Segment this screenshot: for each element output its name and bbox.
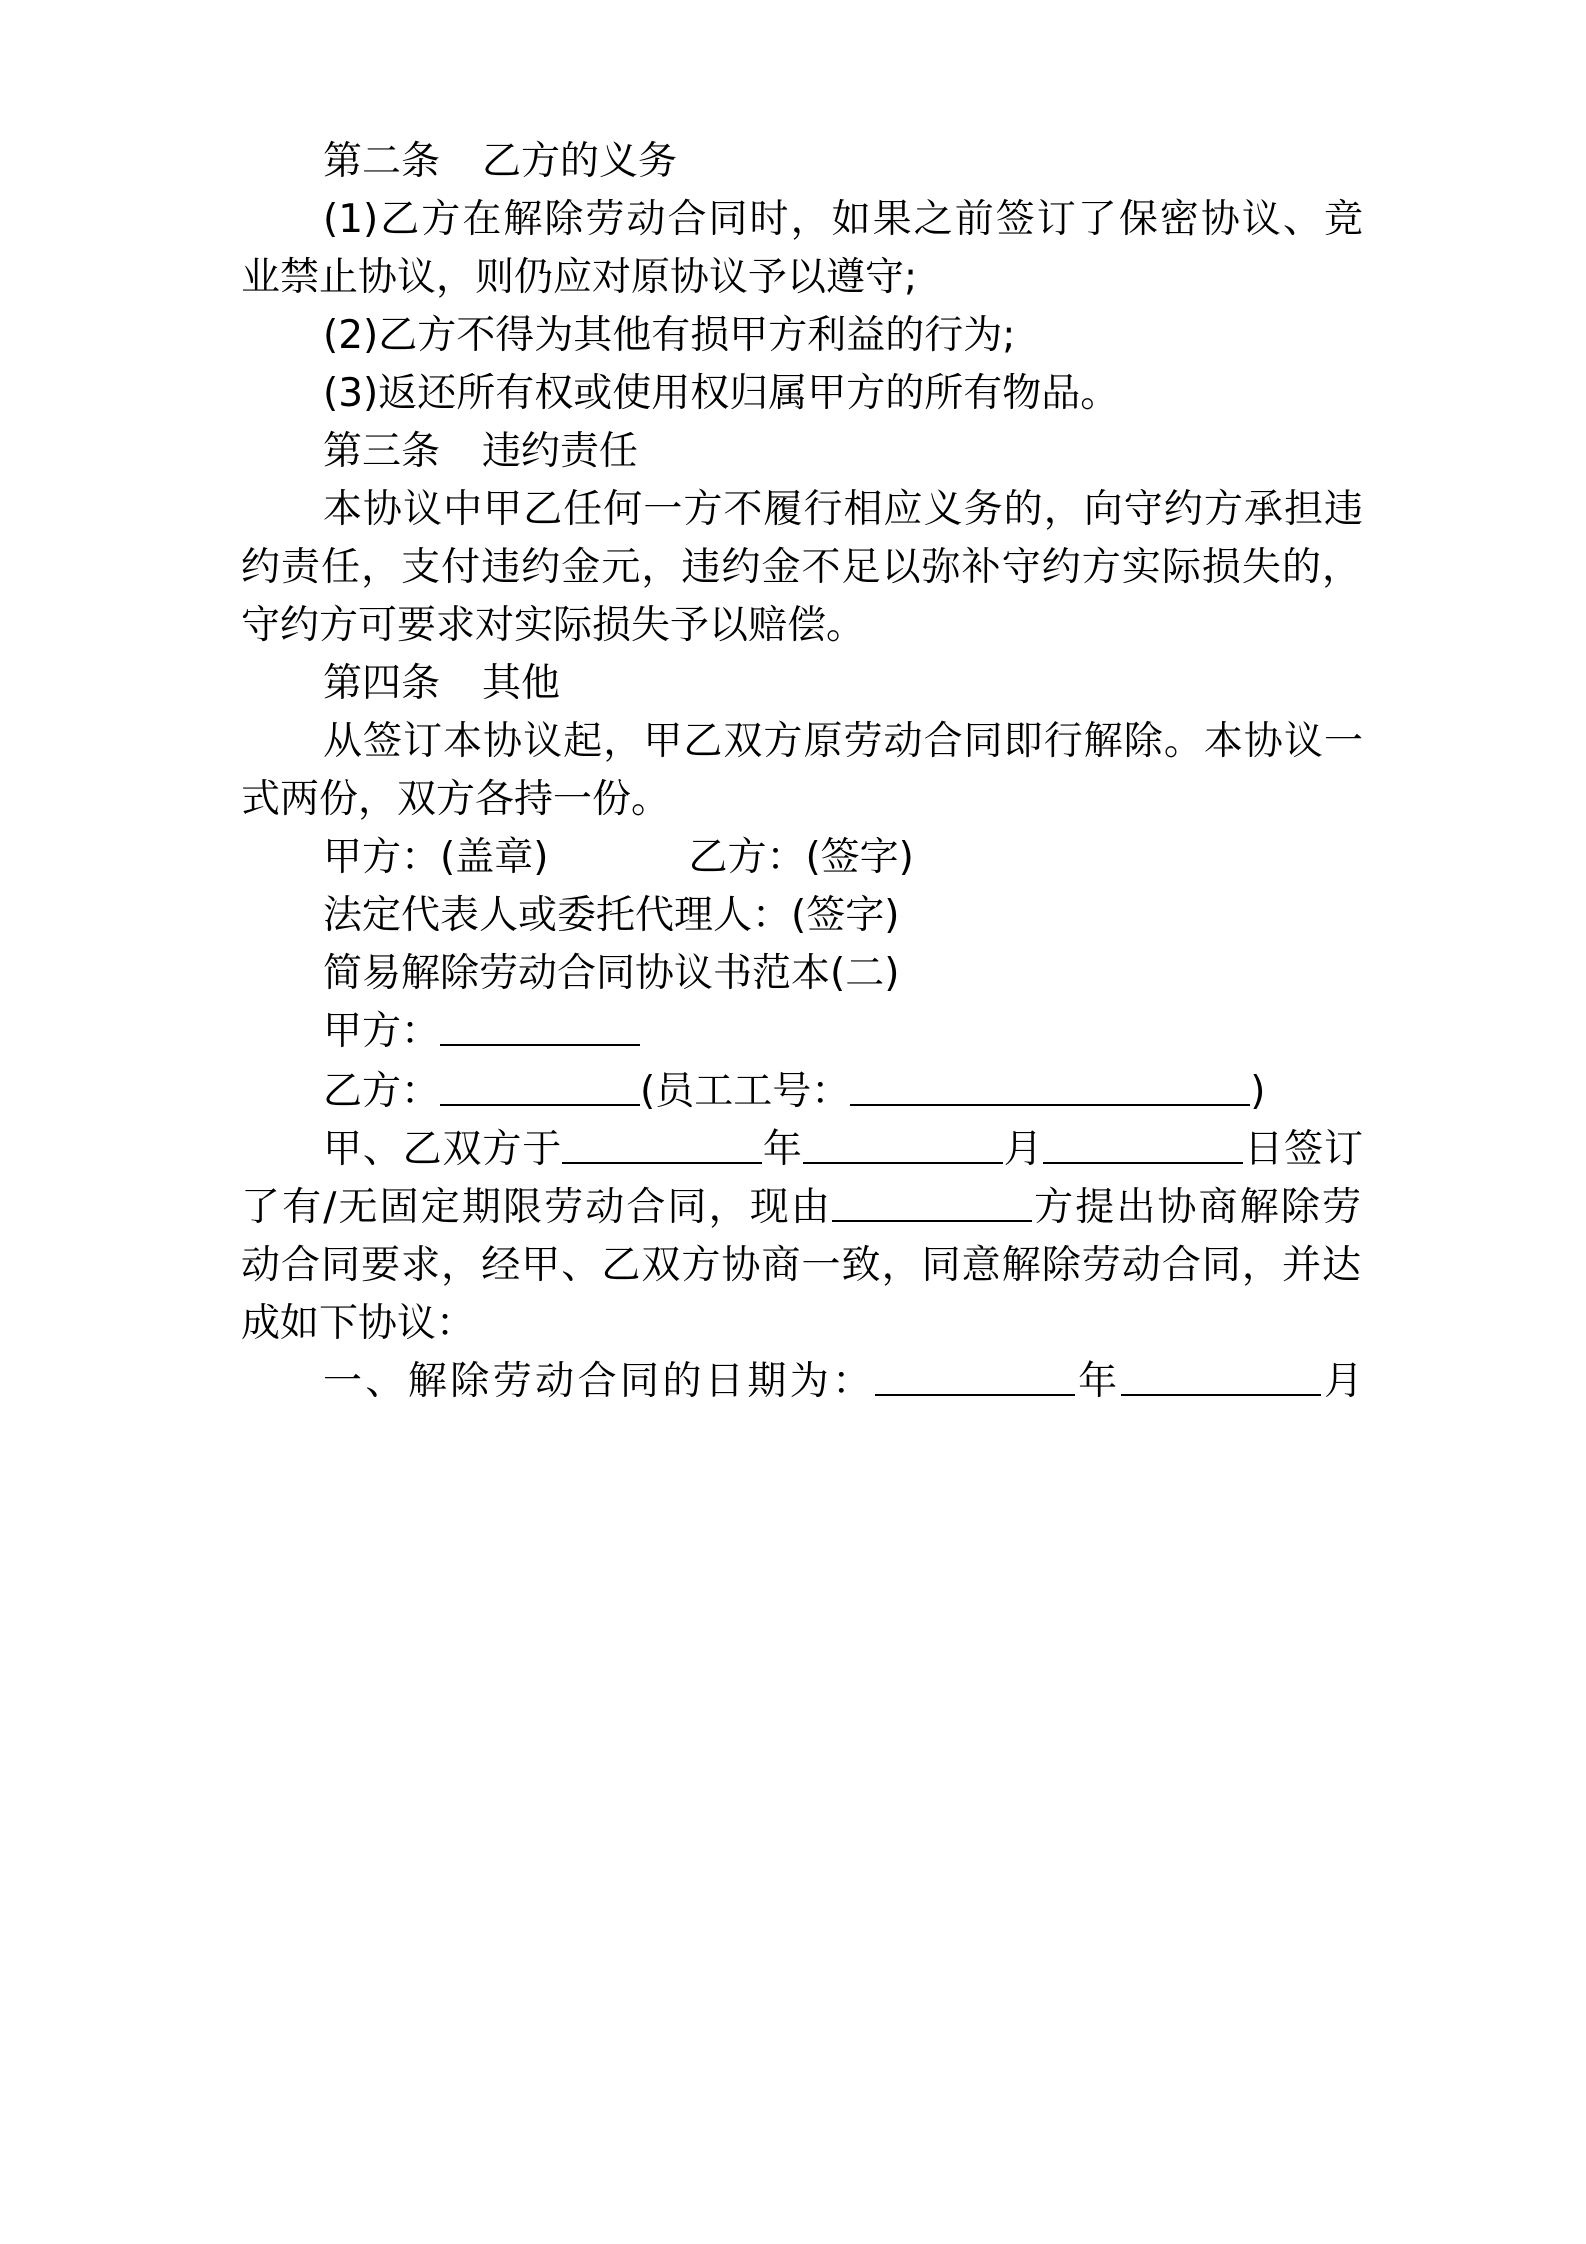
party-a-blank [440,1010,640,1046]
template-2-intro-line-2 [241,1182,1361,1234]
party-b-label: 乙方： [323,1069,441,1114]
template-2-item-1 [323,1356,1363,1408]
intro-start: 甲、乙双方于 [323,1127,563,1172]
article-3-line-3: 守约方可要求对实际损失予以赔偿。 [241,603,866,648]
item-1-month-blank [1121,1360,1321,1396]
item-1-month-label: 月 [1320,1359,1363,1404]
day-signed-label: 日签订 [1243,1127,1363,1172]
template-2-party-b [323,1066,1363,1118]
line2-end: 方提出协商解除劳 [1032,1185,1361,1230]
item-1-label: 一、解除劳动合同的日期为： [323,1359,875,1404]
article-label: 第二条 [323,139,441,184]
article-2-item-1-line-2: 业禁止协议，则仍应对原协议予以遵守; [241,255,918,300]
template-2-intro-line-3: 动合同要求，经甲、乙双方协商一致，同意解除劳动合同，并达 [241,1243,1361,1288]
employee-id-blank [850,1070,1250,1106]
year-label: 年 [762,1127,803,1172]
article-4-line-2: 式两份，双方各持一份。 [241,777,671,822]
article-3-heading [323,426,1363,478]
proposer-blank [832,1186,1032,1222]
article-2-item-2: (2)乙方不得为其他有损甲方利益的行为; [323,313,1016,358]
template-2-intro-line-1 [323,1124,1363,1176]
year-blank [562,1128,762,1164]
item-1-year-blank [875,1360,1075,1396]
party-a-seal: 甲方：(盖章) [323,835,549,880]
party-a-label: 甲方： [323,1009,441,1054]
month-blank [803,1128,1003,1164]
month-label: 月 [1002,1127,1044,1172]
article-title: 其他 [482,661,561,706]
representative-sign: 法定代表人或委托代理人：(签字) [323,893,900,938]
employee-id-close: ) [1250,1069,1266,1114]
employee-id-label: (员工工号： [640,1069,851,1114]
article-3-line-2: 约责任，支付违约金元，违约金不足以弥补守约方实际损失的， [241,545,1361,590]
article-label: 第三条 [323,429,441,474]
article-4-heading [323,658,1363,710]
article-title: 乙方的义务 [482,139,678,184]
article-label: 第四条 [323,661,441,706]
article-2-heading [323,136,1363,188]
template-2-intro-line-4: 成如下协议： [241,1301,476,1346]
party-b-sign: 乙方：(签字) [688,835,914,880]
line2-start: 了有/无固定期限劳动合同，现由 [241,1185,832,1230]
template-2-party-a [323,1006,1363,1058]
party-b-blank [440,1070,640,1106]
template-2-title: 简易解除劳动合同协议书范本(二) [323,951,900,996]
day-blank [1043,1128,1243,1164]
article-4-line-1: 从签订本协议起，甲乙双方原劳动合同即行解除。本协议一 [323,719,1363,764]
item-1-year-label: 年 [1074,1359,1121,1404]
article-3-line-1: 本协议中甲乙任何一方不履行相应义务的，向守约方承担违 [323,487,1363,532]
signature-parties [323,832,1363,884]
article-title: 违约责任 [482,429,639,474]
article-2-item-3: (3)返还所有权或使用权归属甲方的所有物品。 [323,371,1120,416]
article-2-item-1-line-1: (1)乙方在解除劳动合同时，如果之前签订了保密协议、竞 [323,197,1363,242]
